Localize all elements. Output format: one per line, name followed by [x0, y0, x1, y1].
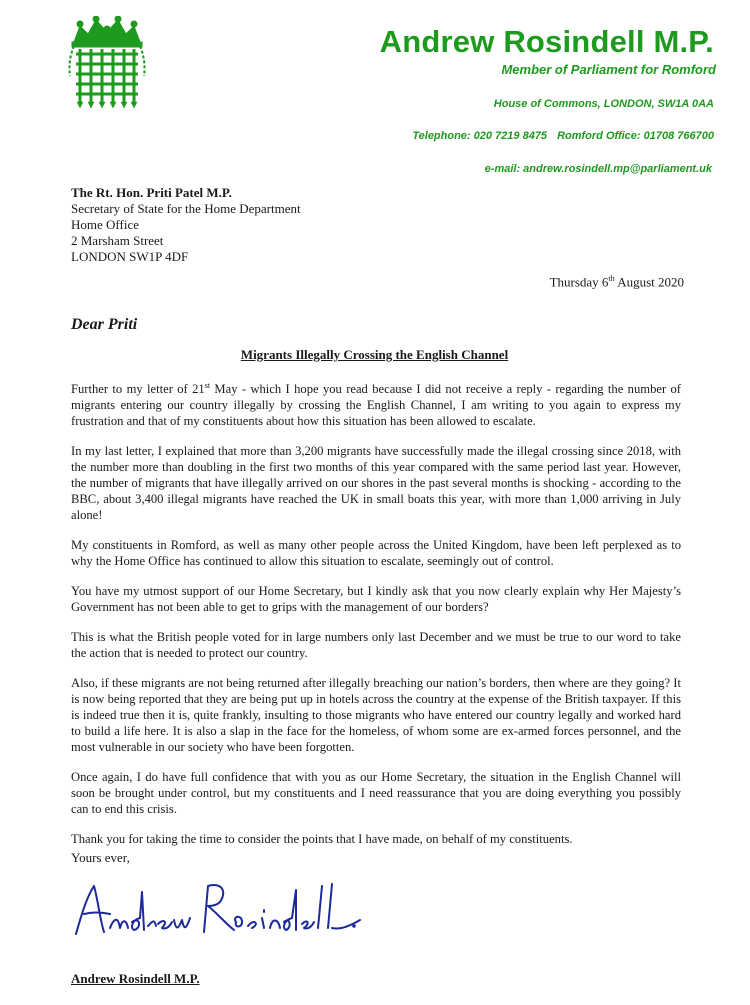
salutation: Dear Priti [71, 316, 138, 333]
handwritten-signature [70, 876, 370, 942]
paragraph: You have my utmost support of our Home Secretary, but I kindly ask that you now clearly explain why Her Majesty’s Government has not been able to get to grips with the management of our borders? [71, 584, 681, 614]
paragraph: My constituents in Romford, as well as many other people across the United Kingdom, have been left perplexed as to why the Home Office has continued to allow this situation to escalate, seemingly out of control. [71, 538, 681, 568]
signatory-name: Andrew Rosindell M.P. [71, 971, 200, 986]
recipient-line: Home Office [71, 217, 139, 232]
office-address: House of Commons, LONDON, SW1A 0AA [493, 98, 714, 110]
email-address: e-mail: andrew.rosindell.mp@parliament.uk [484, 163, 712, 175]
recipient-line: Secretary of State for the Home Department [71, 201, 301, 216]
mp-constituency: Member of Parliament for Romford [501, 62, 716, 77]
portcullis-icon [66, 16, 148, 108]
subject-heading: Migrants Illegally Crossing the English Channel [240, 347, 509, 362]
recipient-name: The Rt. Hon. Priti Patel M.P. [71, 185, 232, 200]
paragraph: Once again, I do have full confidence that with you as our Home Secretary, the situation in the English Channel will soon be brought under control, but my constituents and I need reassurance that you are doing everything you possibly can to end this crisis. [71, 770, 681, 816]
letter-body [71, 381, 681, 861]
recipient-address [71, 185, 301, 265]
closing-line: Yours ever, [71, 850, 130, 865]
paragraph: In my last letter, I explained that more than 3,200 migrants have successfully made the illegal crossing since 2018, with the number more than doubling in the first two months of this year compared with the same period last year. However, the number of migrants that have illegally arrived on our shores in the past several months is shocking - according to the BBC, about 3,400 illegal migrants have reached the UK in small boats this year, with more than 1,000 arriving in July alone! [71, 444, 681, 522]
paragraph: Further to my letter of 21st May - which I hope you read because I did not receive a reply - regarding the number of migrants entering our country illegally by crossing the English Channel, I am writing to you again to express my frustration and that of my constituents about how this situation has been allowed to escalate. [71, 380, 681, 428]
mp-name-heading: Andrew Rosindell M.P. [379, 24, 714, 59]
telephone-line [402, 130, 714, 142]
romford-office-number: Romford Office: 01708 766700 [557, 130, 714, 142]
letter-date: Thursday 6th August 2020 [549, 274, 684, 290]
paragraph: Thank you for taking the time to consider the points that I have made, on behalf of my constituents. [71, 832, 573, 846]
paragraph: This is what the British people voted for in large numbers only last December and we must be true to our word to take the action that is needed to protect our country. [71, 630, 681, 660]
recipient-line: 2 Marsham Street [71, 233, 164, 248]
paragraph: Also, if these migrants are not being returned after illegally breaching our nation’s borders, then where are they going? It is now being reported that they are being put up in hotels across the country at the expense of the British taxpayer. If this is indeed true then it is, quite frankly, insulting to those migrants who have entered our country legally and worked hard to build a life here. It is also a slap in the face for the homeless, of whom some are ex-armed forces personnel, and the most vulnerable in our society who have been forgotten. [71, 676, 681, 754]
telephone-number: Telephone: 020 7219 8475 [412, 130, 548, 142]
recipient-line: LONDON SW1P 4DF [71, 249, 189, 264]
